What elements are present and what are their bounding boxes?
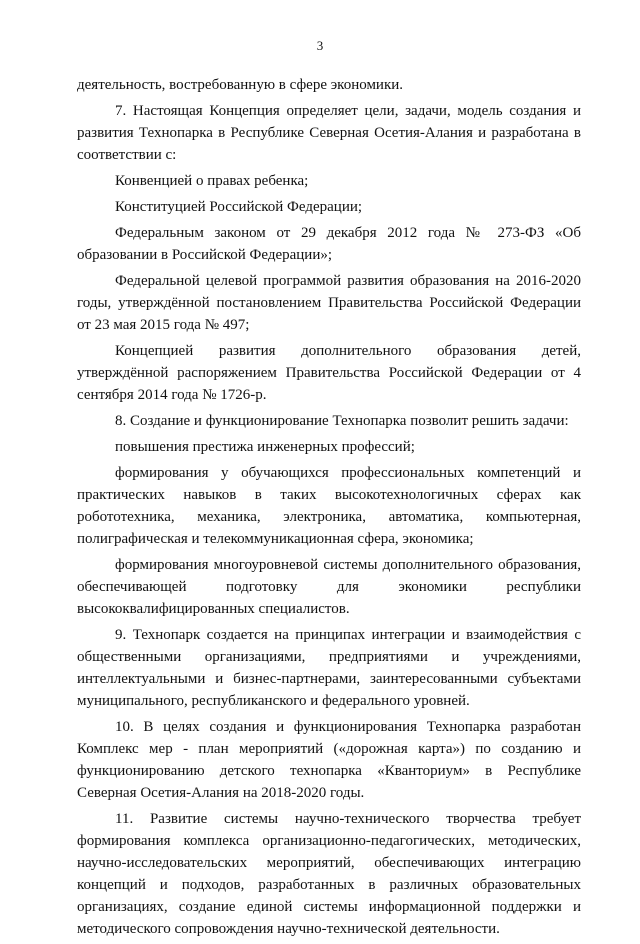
paragraph-8: 8. Создание и функционирование Технопарка позволит решить задачи:	[115, 413, 569, 429]
paragraph-11: 11. Развитие системы научно-технического творчества требует формирования комплекса организационно-педагогических, методических, научно-исследовательских мероприятий, обеспечивающих интеграцию концепций и подходов, разработанных в различных образовательных организациях, создание единой системы информационной поддержки и методического сопровождения научно-технической деятельности.	[77, 811, 581, 937]
list-item-competencies: формирования у обучающихся профессиональных компетенций и практических навыков в таких высокотехнологичных сферах как робототехника, механика, электроника, автоматика, компьютерная, полиграфическая и телекоммуникационная сфера, экономика;	[77, 465, 581, 547]
list-item-constitution: Конституцией Российской Федерации;	[115, 199, 363, 215]
list-item-multilevel-system: формирования многоуровневой системы дополнительного образования, обеспечивающей подготовку для экономики республики высококвалифицированных специалистов.	[77, 557, 581, 617]
page-number: 3	[316, 38, 324, 53]
list-item-convention: Конвенцией о правах ребенка;	[115, 173, 309, 189]
paragraph-continuation: деятельность, востребованную в сфере экономики.	[77, 77, 404, 93]
list-item-federal-program: Федеральной целевой программой развития образования на 2016-2020 годы, утверждённой постановлением Правительства Российской Федерации от 23 мая 2015 года № 497;	[77, 273, 581, 333]
paragraph-9: 9. Технопарк создается на принципах интеграции и взаимодействия с общественными организациями, предприятиями и учреждениями, интеллектуальными и бизнес-партнерами, заинтересованными субъектами муниципального, республиканского и федерального уровней.	[77, 627, 581, 709]
paragraph-10: 10. В целях создания и функционирования Технопарка разработан Комплекс мер - план мероприятий («дорожная карта») по созданию и функционированию детского технопарка «Кванториум» в Республике Северная Осетия-Алания на 2018-2020 годы.	[77, 719, 581, 801]
list-item-concept: Концепцией развития дополнительного образования детей, утверждённой распоряжением Правительства Российской Федерации от 4 сентября 2014 года № 1726-р.	[77, 343, 581, 403]
list-item-prestige: повышения престижа инженерных профессий;	[115, 439, 415, 455]
list-item-federal-law: Федеральным законом от 29 декабря 2012 года № 273-ФЗ «Об образовании в Российской Федерации»;	[77, 225, 581, 263]
paragraph-7: 7. Настоящая Концепция определяет цели, задачи, модель создания и развития Технопарка в Республике Северная Осетия-Алания и разработана в соответствии с:	[77, 103, 581, 163]
document-body	[77, 74, 581, 944]
